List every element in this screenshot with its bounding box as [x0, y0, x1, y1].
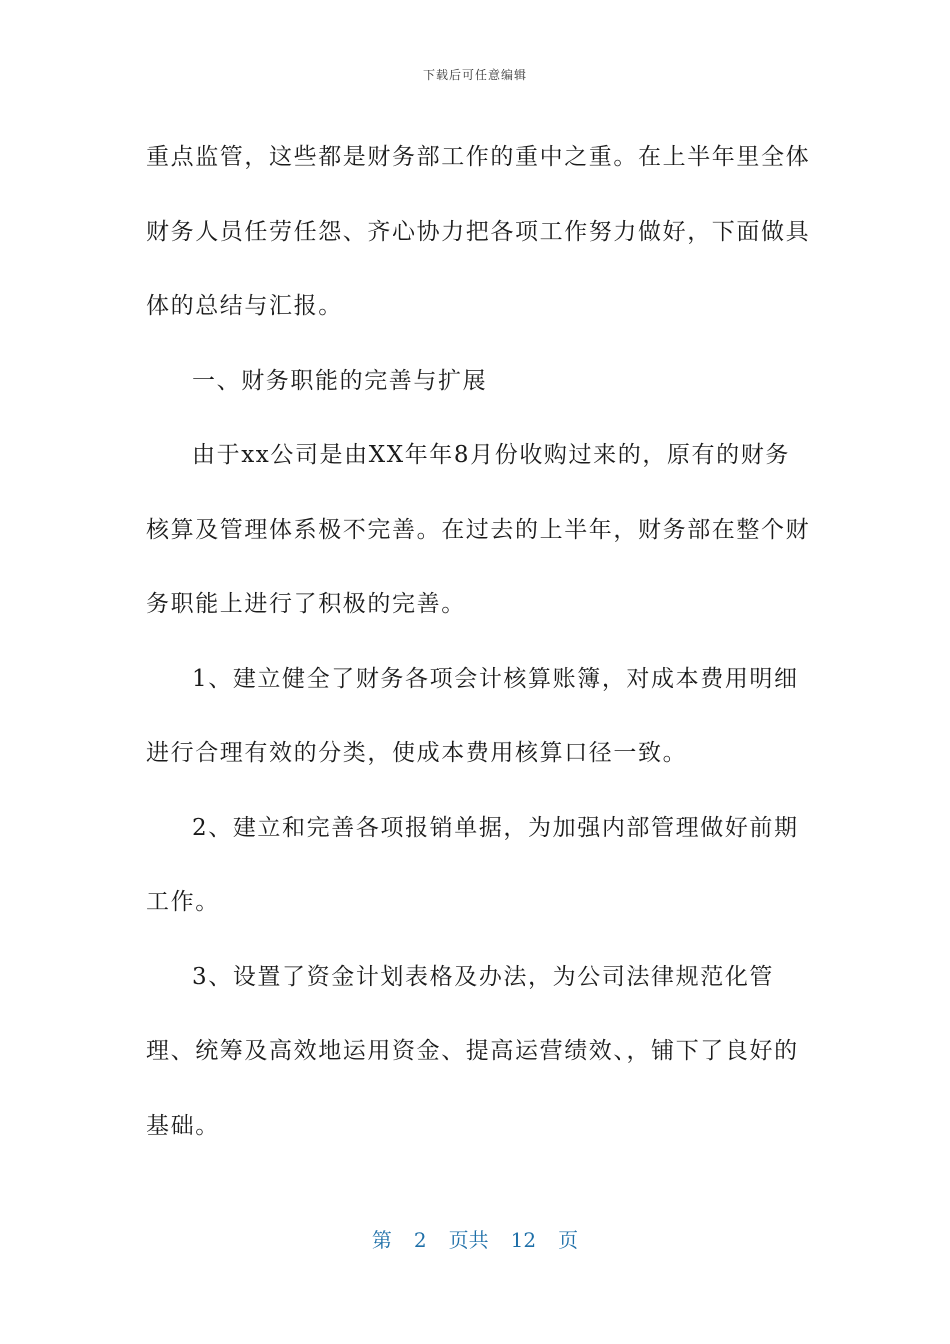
footer-suffix: 页 — [558, 1228, 579, 1252]
paragraph-intro: 重点监管，这些都是财务部工作的重中之重。在上半年里全体财务人员任劳任怨、齐心协力把各项工作努力做好，下面做具体的总结与汇报。 — [146, 144, 811, 319]
footer-prefix: 第 — [371, 1228, 392, 1252]
footer-middle: 页共 — [448, 1228, 489, 1252]
paragraph-background: 由于xx公司是由XX年年8月份收购过来的，原有的财务核算及管理体系极不完善。在过去的上半年，财务部在整个财务职能上进行了积极的完善。 — [146, 442, 811, 617]
header-note: 下载后可任意编辑 — [422, 68, 527, 82]
page-footer — [0, 1224, 950, 1253]
footer-total-pages: 12 — [510, 1228, 537, 1252]
list-item-2: 2、建立和完善各项报销单据，为加强内部管理做好前期工作。 — [146, 814, 799, 915]
footer-current-page: 2 — [413, 1228, 427, 1252]
document-body — [146, 120, 814, 1163]
section-heading: 一、财务职能的完善与扩展 — [192, 367, 488, 394]
list-item-3: 3、设置了资金计划表格及办法，为公司法律规范化管理、统筹及高效地运用资金、提高运营绩效、，铺下了良好的基础。 — [146, 963, 799, 1139]
list-item-1: 1、建立健全了财务各项会计核算账簿，对成本费用明细进行合理有效的分类，使成本费用核算口径一致。 — [146, 665, 799, 766]
